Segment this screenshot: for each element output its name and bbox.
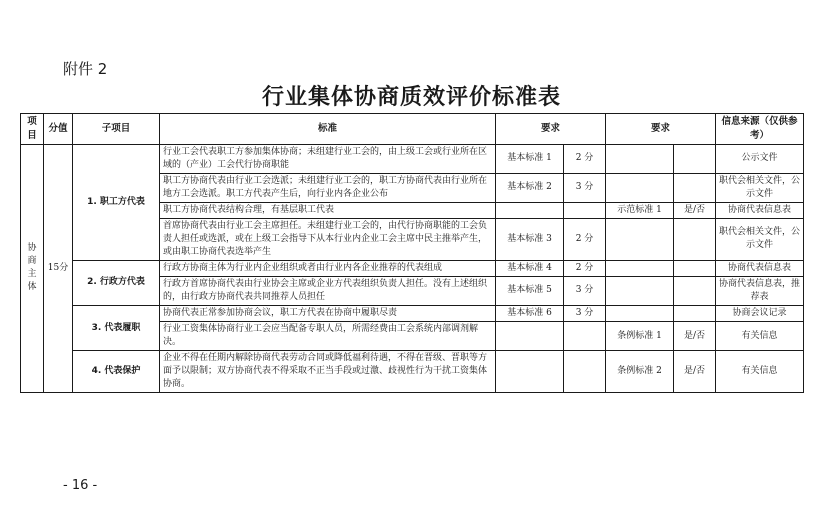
table-row [21,306,804,322]
requirement-a-cell: 基本标准 2 [496,173,564,202]
requirement-b-value-cell: 是/否 [674,202,716,218]
requirement-a-score-cell: 3 分 [564,276,606,305]
info-source-cell: 协商代表信息表，推荐表 [716,276,804,305]
standard-cell: 职工方协商代表由行业工会选派；未组建行业工会的，职工方协商代表由行业所在地方工会选派。职工方代表产生后，向行业内各企业公布 [160,173,496,202]
requirement-a-score-cell [564,322,606,351]
table-row [21,260,804,276]
requirement-b-cell [606,173,674,202]
requirement-b-cell: 示范标准 1 [606,202,674,218]
requirement-b-value-cell: 是/否 [674,351,716,393]
sub-item-cell: 4. 代表保护 [73,351,160,393]
requirement-b-cell [606,260,674,276]
table-row [21,351,804,393]
requirement-a-cell: 基本标准 6 [496,306,564,322]
standard-cell: 行业工资集体协商行业工会应当配备专职人员，所需经费由工会系统内部调剂解决。 [160,322,496,351]
requirement-b-value-cell [674,218,716,260]
standard-cell: 企业不得在任期内解除协商代表劳动合同或降低福利待遇，不得在晋级、晋职等方面予以限制；双方协商代表不得采取不正当手段或过激、歧视性行为干扰工资集体协商。 [160,351,496,393]
col-header-project: 项目 [21,114,44,145]
standard-cell: 行政方首席协商代表由行业协会主席或企业方代表组织负责人担任。没有上述组织的，由行政方协商代表共同推荐人员担任 [160,276,496,305]
requirement-a-cell: 基本标准 4 [496,260,564,276]
requirement-b-value-cell: 是/否 [674,322,716,351]
requirement-a-score-cell: 3 分 [564,173,606,202]
requirement-a-cell: 基本标准 3 [496,218,564,260]
requirement-a-score-cell: 2 分 [564,260,606,276]
info-source-cell: 职代会相关文件，公示文件 [716,218,804,260]
requirement-a-score-cell: 2 分 [564,218,606,260]
requirement-a-cell [496,351,564,393]
standard-cell: 行政方协商主体为行业内企业组织或者由行业内各企业推荐的代表组成 [160,260,496,276]
col-header-score: 分值 [44,114,73,145]
standard-cell: 职工方协商代表结构合理，有基层职工代表 [160,202,496,218]
requirement-a-score-cell [564,202,606,218]
requirement-a-cell [496,202,564,218]
requirement-b-cell [606,218,674,260]
requirement-a-cell [496,322,564,351]
requirement-b-value-cell [674,173,716,202]
project-score-cell: 15分 [44,144,73,393]
col-header-sub-item: 子项目 [73,114,160,145]
requirement-a-score-cell [564,351,606,393]
info-source-cell: 公示文件 [716,144,804,173]
standard-cell: 首席协商代表由行业工会主席担任。未组建行业工会的，由代行协商职能的工会负责人担任或选派，或在上级工会指导下从本行业内企业工会主席中民主推举产生，或由职工协商代表选举产生 [160,218,496,260]
col-header-info-source: 信息来源（仅供参考） [716,114,804,145]
requirement-b-cell [606,144,674,173]
requirement-b-cell [606,276,674,305]
table-row [21,144,804,173]
evaluation-table [20,113,804,393]
sub-item-cell: 1. 职工方代表 [73,144,160,260]
requirement-b-value-cell [674,306,716,322]
page-number: - 16 - [63,478,98,493]
info-source-cell: 协商会议记录 [716,306,804,322]
standard-cell: 协商代表正常参加协商会议，职工方代表在协商中履职尽责 [160,306,496,322]
requirement-a-score-cell: 2 分 [564,144,606,173]
sub-item-cell: 2. 行政方代表 [73,260,160,305]
col-header-requirement-2: 要求 [606,114,716,145]
info-source-cell: 协商代表信息表 [716,260,804,276]
table-header-row [21,114,804,145]
col-header-requirement-1: 要求 [496,114,606,145]
project-cell: 协商主体 [21,144,44,393]
info-source-cell: 协商代表信息表 [716,202,804,218]
requirement-b-cell: 条例标准 1 [606,322,674,351]
requirement-b-value-cell [674,144,716,173]
requirement-b-cell [606,306,674,322]
requirement-b-cell: 条例标准 2 [606,351,674,393]
requirement-a-score-cell: 3 分 [564,306,606,322]
col-header-standard: 标准 [160,114,496,145]
requirement-a-cell: 基本标准 1 [496,144,564,173]
info-source-cell: 职代会相关文件，公示文件 [716,173,804,202]
requirement-b-value-cell [674,276,716,305]
standard-cell: 行业工会代表职工方参加集体协商；未组建行业工会的，由上级工会或行业所在区域的（产业）工会代行协商职能 [160,144,496,173]
sub-item-cell: 3. 代表履职 [73,306,160,351]
requirement-a-cell: 基本标准 5 [496,276,564,305]
info-source-cell: 有关信息 [716,351,804,393]
attachment-label: 附件 2 [63,60,108,78]
info-source-cell: 有关信息 [716,322,804,351]
page-title: 行业集体协商质效评价标准表 [261,85,561,110]
requirement-b-value-cell [674,260,716,276]
